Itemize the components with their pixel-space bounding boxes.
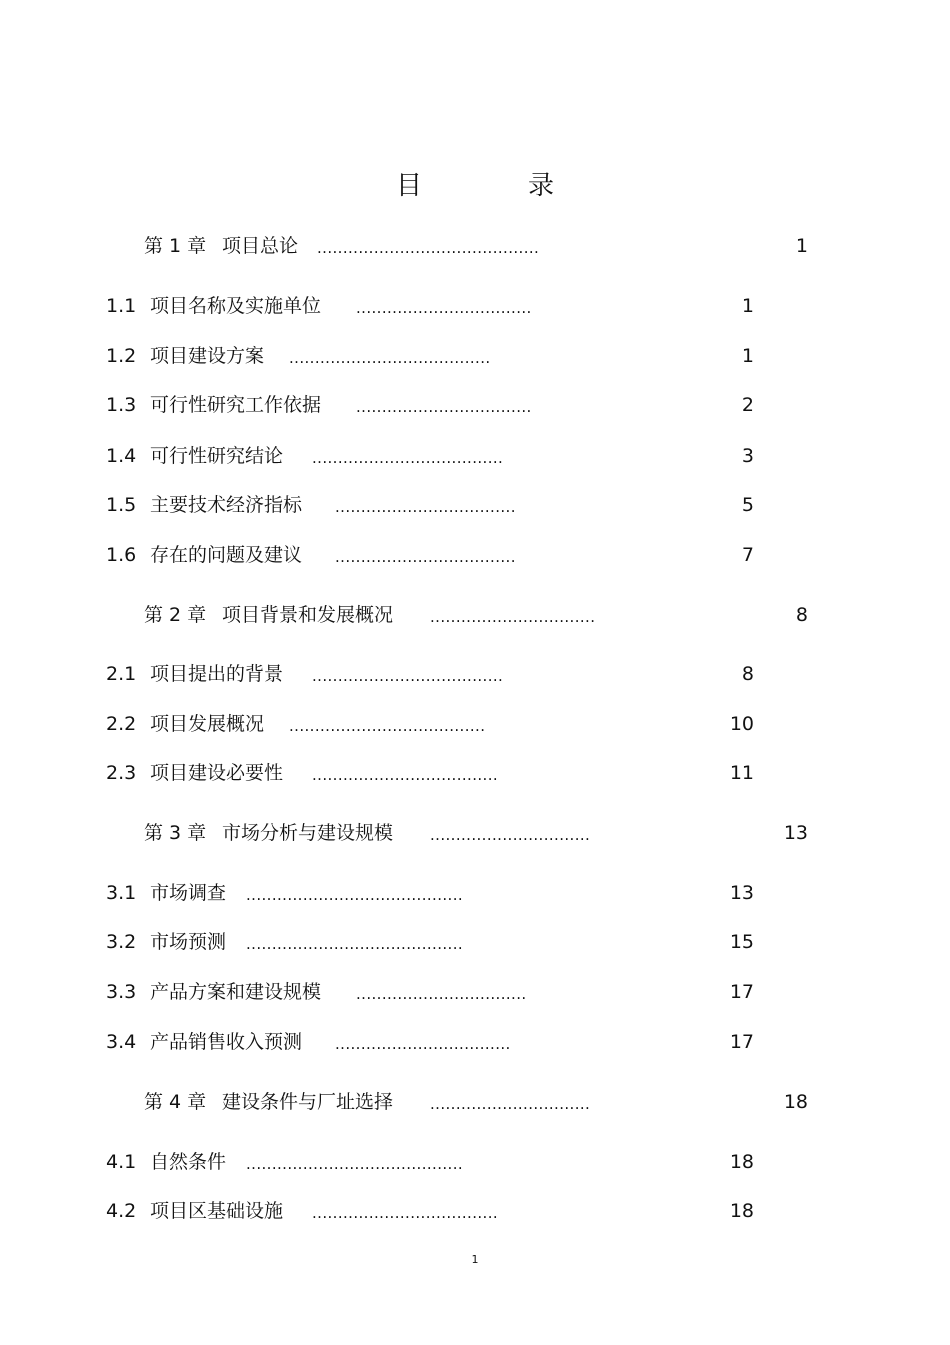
toc-entry-page: 2 <box>741 394 754 416</box>
toc-section-row[interactable] <box>0 490 950 520</box>
toc-entry-title: 项目名称及实施单位 <box>150 295 322 317</box>
toc-entry-title: 项目发展概况 <box>150 713 265 735</box>
toc-entry-title: 可行性研究工作依据 <box>150 394 322 416</box>
toc-entry-title: 项目总论 <box>222 235 299 257</box>
toc-section-row[interactable] <box>0 1147 950 1177</box>
toc-entry-number: 1.3 <box>106 394 137 416</box>
toc-entry-number: 1.6 <box>106 544 137 566</box>
toc-entry-number: 4.1 <box>106 1151 137 1173</box>
toc-chapter-row[interactable] <box>0 818 950 848</box>
toc-section-row[interactable] <box>0 1196 950 1226</box>
toc-dot-leader: ............................... <box>430 826 591 844</box>
toc-dot-leader: ..................................... <box>312 667 504 685</box>
toc-dot-leader: .................................. <box>335 1035 511 1053</box>
toc-entry-page: 13 <box>783 822 808 844</box>
toc-entry-number: 2.2 <box>106 713 137 735</box>
toc-entry-page: 1 <box>741 345 754 367</box>
toc-entry-number: 1.2 <box>106 345 137 367</box>
toc-entry-number: 第 3 章 <box>144 822 207 844</box>
toc-section-row[interactable] <box>0 540 950 570</box>
toc-entry-title: 产品销售收入预测 <box>150 1031 303 1053</box>
toc-entry-page: 1 <box>741 295 754 317</box>
toc-section-row[interactable] <box>0 291 950 321</box>
toc-dot-leader: ...................................... <box>289 717 486 735</box>
toc-entry-number: 第 2 章 <box>144 604 207 626</box>
toc-section-row[interactable] <box>0 1027 950 1057</box>
toc-entry-title: 建设条件与厂址选择 <box>222 1091 394 1113</box>
toc-dot-leader: ........................................... <box>317 239 540 257</box>
toc-entry-page: 5 <box>741 494 754 516</box>
toc-entry-number: 4.2 <box>106 1200 137 1222</box>
toc-entry-number: 2.3 <box>106 762 137 784</box>
toc-entry-page: 8 <box>795 604 808 626</box>
toc-entry-number: 3.4 <box>106 1031 137 1053</box>
toc-title: 目 录 <box>395 171 594 201</box>
toc-entry-page: 13 <box>729 882 754 904</box>
toc-section-row[interactable] <box>0 390 950 420</box>
toc-dot-leader: .......................................... <box>246 1155 464 1173</box>
toc-dot-leader: .................................... <box>312 766 499 784</box>
toc-dot-leader: ................................... <box>335 498 516 516</box>
toc-section-row[interactable] <box>0 659 950 689</box>
toc-section-row[interactable] <box>0 878 950 908</box>
toc-entry-page: 8 <box>741 663 754 685</box>
toc-entry-page: 17 <box>729 1031 754 1053</box>
toc-entry-number: 1.1 <box>106 295 137 317</box>
toc-entry-title: 可行性研究结论 <box>150 445 284 467</box>
toc-entry-number: 1.5 <box>106 494 137 516</box>
toc-entry-number: 1.4 <box>106 445 137 467</box>
toc-entry-page: 17 <box>729 981 754 1003</box>
toc-section-row[interactable] <box>0 709 950 739</box>
toc-dot-leader: .................................. <box>356 299 532 317</box>
toc-chapter-row[interactable] <box>0 231 950 261</box>
toc-entry-number: 3.1 <box>106 882 137 904</box>
toc-dot-leader: ..................................... <box>312 449 504 467</box>
toc-entry-title: 市场分析与建设规模 <box>222 822 394 844</box>
toc-entry-page: 18 <box>783 1091 808 1113</box>
toc-entry-page: 7 <box>741 544 754 566</box>
toc-entry-title: 项目建设方案 <box>150 345 265 367</box>
toc-entry-title: 产品方案和建设规模 <box>150 981 322 1003</box>
toc-entry-title: 项目提出的背景 <box>150 663 284 685</box>
toc-entry-number: 3.2 <box>106 931 137 953</box>
toc-dot-leader: ................................. <box>356 985 527 1003</box>
toc-chapter-row[interactable] <box>0 1087 950 1117</box>
toc-dot-leader: .......................................... <box>246 886 464 904</box>
toc-entry-title: 项目背景和发展概况 <box>222 604 394 626</box>
toc-section-row[interactable] <box>0 341 950 371</box>
toc-chapter-row[interactable] <box>0 600 950 630</box>
toc-entry-page: 11 <box>729 762 754 784</box>
toc-section-row[interactable] <box>0 977 950 1007</box>
toc-entry-number: 2.1 <box>106 663 137 685</box>
toc-entry-title: 自然条件 <box>150 1151 227 1173</box>
toc-dot-leader: ................................ <box>430 608 596 626</box>
toc-entry-title: 市场预测 <box>150 931 227 953</box>
toc-entry-page: 3 <box>741 445 754 467</box>
toc-entry-title: 市场调查 <box>150 882 227 904</box>
toc-dot-leader: ............................... <box>430 1095 591 1113</box>
page-number: 1 <box>471 1253 479 1266</box>
toc-dot-leader: .................................... <box>312 1204 499 1222</box>
toc-entry-title: 项目区基础设施 <box>150 1200 284 1222</box>
toc-entry-page: 1 <box>795 235 808 257</box>
toc-dot-leader: ....................................... <box>289 349 491 367</box>
toc-entry-page: 18 <box>729 1200 754 1222</box>
toc-entry-title: 项目建设必要性 <box>150 762 284 784</box>
toc-section-row[interactable] <box>0 441 950 471</box>
toc-entry-number: 3.3 <box>106 981 137 1003</box>
toc-entry-page: 18 <box>729 1151 754 1173</box>
toc-entry-page: 10 <box>729 713 754 735</box>
toc-entry-number: 第 1 章 <box>144 235 207 257</box>
toc-dot-leader: ................................... <box>335 548 516 566</box>
toc-entry-page: 15 <box>729 931 754 953</box>
toc-dot-leader: .................................. <box>356 398 532 416</box>
toc-section-row[interactable] <box>0 758 950 788</box>
toc-section-row[interactable] <box>0 927 950 957</box>
toc-entry-title: 存在的问题及建议 <box>150 544 303 566</box>
toc-entry-number: 第 4 章 <box>144 1091 207 1113</box>
toc-dot-leader: .......................................... <box>246 935 464 953</box>
toc-entry-title: 主要技术经济指标 <box>150 494 303 516</box>
